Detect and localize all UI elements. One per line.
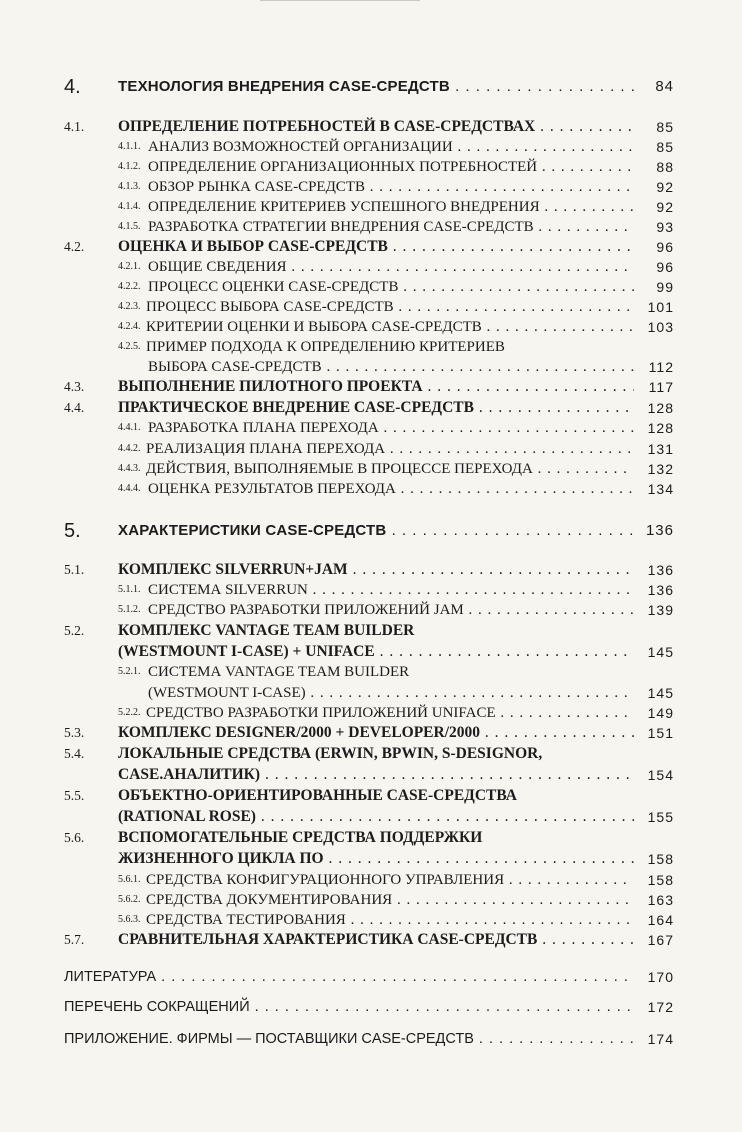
subsection-title-cont: ВЫБОРА CASE-СРЕДСТВ . . . xyxy=(148,356,634,378)
subsection-number: 4.2.2. xyxy=(118,281,141,292)
toc-section-5-4[interactable] xyxy=(0,743,742,765)
section-title: КОМПЛЕКС VANTAGE TEAM BUILDER xyxy=(118,622,415,639)
toc-literature[interactable] xyxy=(0,966,742,988)
toc-section-5-4-cont[interactable] xyxy=(0,764,742,786)
subsection-title: РАЗРАБОТКА СТРАТЕГИИ ВНЕДРЕНИЯ CASE-СРЕДСТВ . . . xyxy=(148,216,634,238)
page-number: 172 xyxy=(647,999,674,1015)
page-number: 88 xyxy=(656,159,674,175)
section-number: 4.4. xyxy=(64,400,85,415)
toc-subsection-4-4-2[interactable] xyxy=(0,438,742,460)
page-number: 112 xyxy=(648,359,674,375)
page-number: 164 xyxy=(647,912,674,928)
subsection-title: ПРОЦЕСС ОЦЕНКИ CASE-СРЕДСТВ . . . xyxy=(148,276,634,298)
page-number: 103 xyxy=(647,319,674,335)
toc-subsection-4-1-4[interactable] xyxy=(0,196,742,218)
toc-subsection-4-1-3[interactable] xyxy=(0,176,742,198)
page-number: 92 xyxy=(656,179,674,195)
page-number: 158 xyxy=(647,851,674,867)
subsection-number: 4.4.2. xyxy=(118,443,141,454)
subsection-title: СРЕДСТВО РАЗРАБОТКИ ПРИЛОЖЕНИЙ UNIFACE . . . xyxy=(146,702,632,724)
page-number: 163 xyxy=(647,892,674,908)
section-title: ОПРЕДЕЛЕНИЕ ПОТРЕБНОСТЕЙ В CASE-СРЕДСТВАХ . . . xyxy=(118,116,634,138)
page-number: 170 xyxy=(647,969,674,985)
subsection-title: ПРИМЕР ПОДХОДА К ОПРЕДЕЛЕНИЮ КРИТЕРИЕВ xyxy=(146,339,505,355)
page-number: 151 xyxy=(647,725,674,741)
subsection-title: КРИТЕРИИ ОЦЕНКИ И ВЫБОРА CASE-СРЕДСТВ . . . xyxy=(146,316,632,338)
subsection-number: 5.2.2. xyxy=(118,707,141,718)
page-number: 136 xyxy=(647,562,674,578)
subsection-title: СРЕДСТВА ТЕСТИРОВАНИЯ . . . xyxy=(146,909,632,931)
page-number: 117 xyxy=(648,379,674,395)
page-number: 149 xyxy=(647,705,674,721)
toc-section-5-6-cont[interactable] xyxy=(0,848,742,870)
toc-chapter-4[interactable] xyxy=(0,76,742,98)
subsection-number: 4.4.3. xyxy=(118,463,141,474)
page-number: 96 xyxy=(656,259,674,275)
subsection-number: 5.1.1. xyxy=(118,584,141,595)
page-number: 174 xyxy=(647,1031,674,1047)
toc-subsection-5-2-1-cont[interactable] xyxy=(0,682,742,704)
section-number: 5.5. xyxy=(64,788,85,803)
toc-subsection-4-2-4[interactable] xyxy=(0,316,742,338)
toc-section-5-1[interactable] xyxy=(0,559,742,581)
subsection-title: РЕАЛИЗАЦИЯ ПЛАНА ПЕРЕХОДА . . . xyxy=(146,438,632,460)
subsection-number: 5.6.1. xyxy=(118,874,141,885)
subsection-number: 4.1.4. xyxy=(118,201,141,212)
section-number: 4.1. xyxy=(64,119,85,134)
section-title: ПРАКТИЧЕСКОЕ ВНЕДРЕНИЕ CASE-СРЕДСТВ . . . xyxy=(118,397,634,419)
section-title: КОМПЛЕКС SILVERRUN+JAM . . . xyxy=(118,559,634,581)
toc-section-4-1[interactable] xyxy=(0,116,742,138)
toc-section-4-2[interactable] xyxy=(0,236,742,258)
subsection-number: 4.2.4. xyxy=(118,321,141,332)
toc-subsection-4-1-1[interactable] xyxy=(0,136,742,158)
page-number: 134 xyxy=(647,481,674,497)
chapter-title: ТЕХНОЛОГИЯ ВНЕДРЕНИЯ CASE-СРЕДСТВ . . . xyxy=(118,76,634,98)
toc-abbreviations[interactable] xyxy=(0,996,742,1018)
subsection-title: ОБЩИЕ СВЕДЕНИЯ . . . xyxy=(148,256,634,278)
subsection-title: ОЦЕНКА РЕЗУЛЬТАТОВ ПЕРЕХОДА . . . xyxy=(148,478,634,500)
subsection-title: ПРОЦЕСС ВЫБОРА CASE-СРЕДСТВ . . . xyxy=(146,296,632,318)
page-number: 96 xyxy=(656,239,674,255)
subsection-number: 5.6.2. xyxy=(118,894,141,905)
section-number: 5.6. xyxy=(64,830,85,845)
toc-subsection-4-4-1[interactable] xyxy=(0,417,742,439)
section-title-cont: (WESTMOUNT I-CASE) + UNIFACE . . . xyxy=(118,641,634,663)
section-number: 5.1. xyxy=(64,562,85,577)
section-number: 4.2. xyxy=(64,239,85,254)
page-number: 84 xyxy=(655,78,674,95)
toc-section-4-4[interactable] xyxy=(0,397,742,419)
toc-subsection-5-1-1[interactable] xyxy=(0,579,742,601)
toc-subsection-5-2-2[interactable] xyxy=(0,702,742,724)
toc-section-5-7[interactable] xyxy=(0,929,742,951)
subsection-number: 4.4.4. xyxy=(118,483,141,494)
section-number: 5.4. xyxy=(64,746,85,761)
toc-subsection-4-2-3[interactable] xyxy=(0,296,742,318)
chapter-number: 5. xyxy=(64,520,81,542)
subsection-title: СРЕДСТВА КОНФИГУРАЦИОННОГО УПРАВЛЕНИЯ . . . xyxy=(146,869,632,891)
section-title: ВЫПОЛНЕНИЕ ПИЛОТНОГО ПРОЕКТА . . . xyxy=(118,376,634,398)
subsection-number: 4.4.1. xyxy=(118,422,141,433)
toc-section-5-2-cont[interactable] xyxy=(0,641,742,663)
subsection-number: 4.1.3. xyxy=(118,181,141,192)
page-number: 155 xyxy=(647,809,674,825)
section-number: 5.7. xyxy=(64,932,85,947)
subsection-number: 5.6.3. xyxy=(118,914,141,925)
page-number: 158 xyxy=(647,872,674,888)
toc-subsection-5-2-1[interactable] xyxy=(0,661,742,683)
subsection-number: 4.2.1. xyxy=(118,261,141,272)
toc-subsection-5-6-3[interactable] xyxy=(0,909,742,931)
subsection-title: АНАЛИЗ ВОЗМОЖНОСТЕЙ ОРГАНИЗАЦИИ . . . xyxy=(148,136,634,158)
backmatter-title: ПРИЛОЖЕНИЕ. ФИРМЫ — ПОСТАВЩИКИ CASE-СРЕДСТВ . . . xyxy=(64,1028,634,1050)
section-title-cont: CASE.АНАЛИТИК) . . . xyxy=(118,764,634,786)
toc-subsection-4-1-5[interactable] xyxy=(0,216,742,238)
toc-section-5-6[interactable] xyxy=(0,827,742,849)
section-title-cont: (RATIONAL ROSE) . . . xyxy=(118,806,634,828)
subsection-title: СИСТЕМА VANTAGE TEAM BUILDER xyxy=(148,664,410,680)
page-number: 128 xyxy=(647,400,674,416)
section-title-cont: ЖИЗНЕННОГО ЦИКЛА ПО . . . xyxy=(118,848,634,870)
section-title: СРАВНИТЕЛЬНАЯ ХАРАКТЕРИСТИКА CASE-СРЕДСТВ . . . xyxy=(118,929,634,951)
section-title: ОЦЕНКА И ВЫБОР CASE-СРЕДСТВ . . . xyxy=(118,236,634,258)
toc-subsection-4-2-5-cont[interactable] xyxy=(0,356,742,378)
section-number: 4.3. xyxy=(64,379,85,394)
toc-subsection-4-4-4[interactable] xyxy=(0,478,742,500)
page-number: 132 xyxy=(647,461,674,477)
page-number: 85 xyxy=(656,139,674,155)
toc-subsection-4-2-5[interactable] xyxy=(0,336,742,358)
toc-section-5-2[interactable] xyxy=(0,620,742,642)
subsection-title: РАЗРАБОТКА ПЛАНА ПЕРЕХОДА . . . xyxy=(148,417,634,439)
section-title: ЛОКАЛЬНЫЕ СРЕДСТВА (ERWIN, BPWIN, S-DESIGNOR, xyxy=(118,745,543,762)
page-number: 92 xyxy=(656,199,674,215)
subsection-number: 4.1.1. xyxy=(118,141,141,152)
chapter-title: ХАРАКТЕРИСТИКИ CASE-СРЕДСТВ . . . xyxy=(118,520,634,542)
toc-subsection-4-2-2[interactable] xyxy=(0,276,742,298)
section-title: ОБЪЕКТНО-ОРИЕНТИРОВАННЫЕ CASE-СРЕДСТВА xyxy=(118,787,517,804)
toc-subsection-5-6-1[interactable] xyxy=(0,869,742,891)
subsection-number: 4.1.5. xyxy=(118,221,141,232)
page-top-edge xyxy=(260,0,420,5)
page-number: 131 xyxy=(647,441,674,457)
subsection-title: ОБЗОР РЫНКА CASE-СРЕДСТВ . . . xyxy=(148,176,634,198)
page-number: 99 xyxy=(656,279,674,295)
subsection-title: СРЕДСТВО РАЗРАБОТКИ ПРИЛОЖЕНИЙ JAM . . . xyxy=(148,599,634,621)
backmatter-title: ЛИТЕРАТУРА . . . xyxy=(64,966,634,988)
page-number: 145 xyxy=(647,685,674,701)
toc-appendix[interactable] xyxy=(0,1028,742,1050)
toc-section-5-3[interactable] xyxy=(0,722,742,744)
toc-section-5-5-cont[interactable] xyxy=(0,806,742,828)
subsection-number: 4.2.5. xyxy=(118,341,141,352)
subsection-title: ДЕЙСТВИЯ, ВЫПОЛНЯЕМЫЕ В ПРОЦЕССЕ ПЕРЕХОДА . . . xyxy=(146,458,632,480)
toc-subsection-4-1-2[interactable] xyxy=(0,156,742,178)
subsection-title: СИСТЕМА SILVERRUN . . . xyxy=(148,579,634,601)
subsection-number: 5.2.1. xyxy=(118,666,141,677)
page-number: 128 xyxy=(647,420,674,436)
page-number: 139 xyxy=(647,602,674,618)
page-number: 136 xyxy=(647,582,674,598)
toc-section-4-3[interactable] xyxy=(0,376,742,398)
subsection-number: 5.1.2. xyxy=(118,604,141,615)
toc-subsection-4-2-1[interactable] xyxy=(0,256,742,278)
subsection-number: 4.2.3. xyxy=(118,301,141,312)
subsection-title: ОПРЕДЕЛЕНИЕ ОРГАНИЗАЦИОННЫХ ПОТРЕБНОСТЕЙ . . . xyxy=(148,156,634,178)
toc-subsection-5-6-2[interactable] xyxy=(0,889,742,911)
chapter-number: 4. xyxy=(64,76,81,98)
section-title: ВСПОМОГАТЕЛЬНЫЕ СРЕДСТВА ПОДДЕРЖКИ xyxy=(118,829,483,846)
page-number: 93 xyxy=(656,219,674,235)
section-title: КОМПЛЕКС DESIGNER/2000 + DEVELOPER/2000 . . . xyxy=(118,722,634,744)
subsection-title-cont: (WESTMOUNT I-CASE) . . . xyxy=(148,682,634,704)
backmatter-title: ПЕРЕЧЕНЬ СОКРАЩЕНИЙ . . . xyxy=(64,996,634,1018)
section-number: 5.2. xyxy=(64,623,85,638)
toc-subsection-5-1-2[interactable] xyxy=(0,599,742,621)
page-number: 167 xyxy=(647,932,674,948)
page-number: 145 xyxy=(647,644,674,660)
section-number: 5.3. xyxy=(64,725,85,740)
toc-section-5-5[interactable] xyxy=(0,785,742,807)
page-number: 101 xyxy=(647,299,674,315)
toc-subsection-4-4-3[interactable] xyxy=(0,458,742,480)
subsection-number: 4.1.2. xyxy=(118,161,141,172)
page-number: 136 xyxy=(645,522,674,539)
subsection-title: СРЕДСТВА ДОКУМЕНТИРОВАНИЯ . . . xyxy=(146,889,632,911)
toc-chapter-5[interactable] xyxy=(0,520,742,542)
page-number: 85 xyxy=(656,119,674,135)
page-number: 154 xyxy=(647,767,674,783)
subsection-title: ОПРЕДЕЛЕНИЕ КРИТЕРИЕВ УСПЕШНОГО ВНЕДРЕНИЯ . . . xyxy=(148,196,634,218)
